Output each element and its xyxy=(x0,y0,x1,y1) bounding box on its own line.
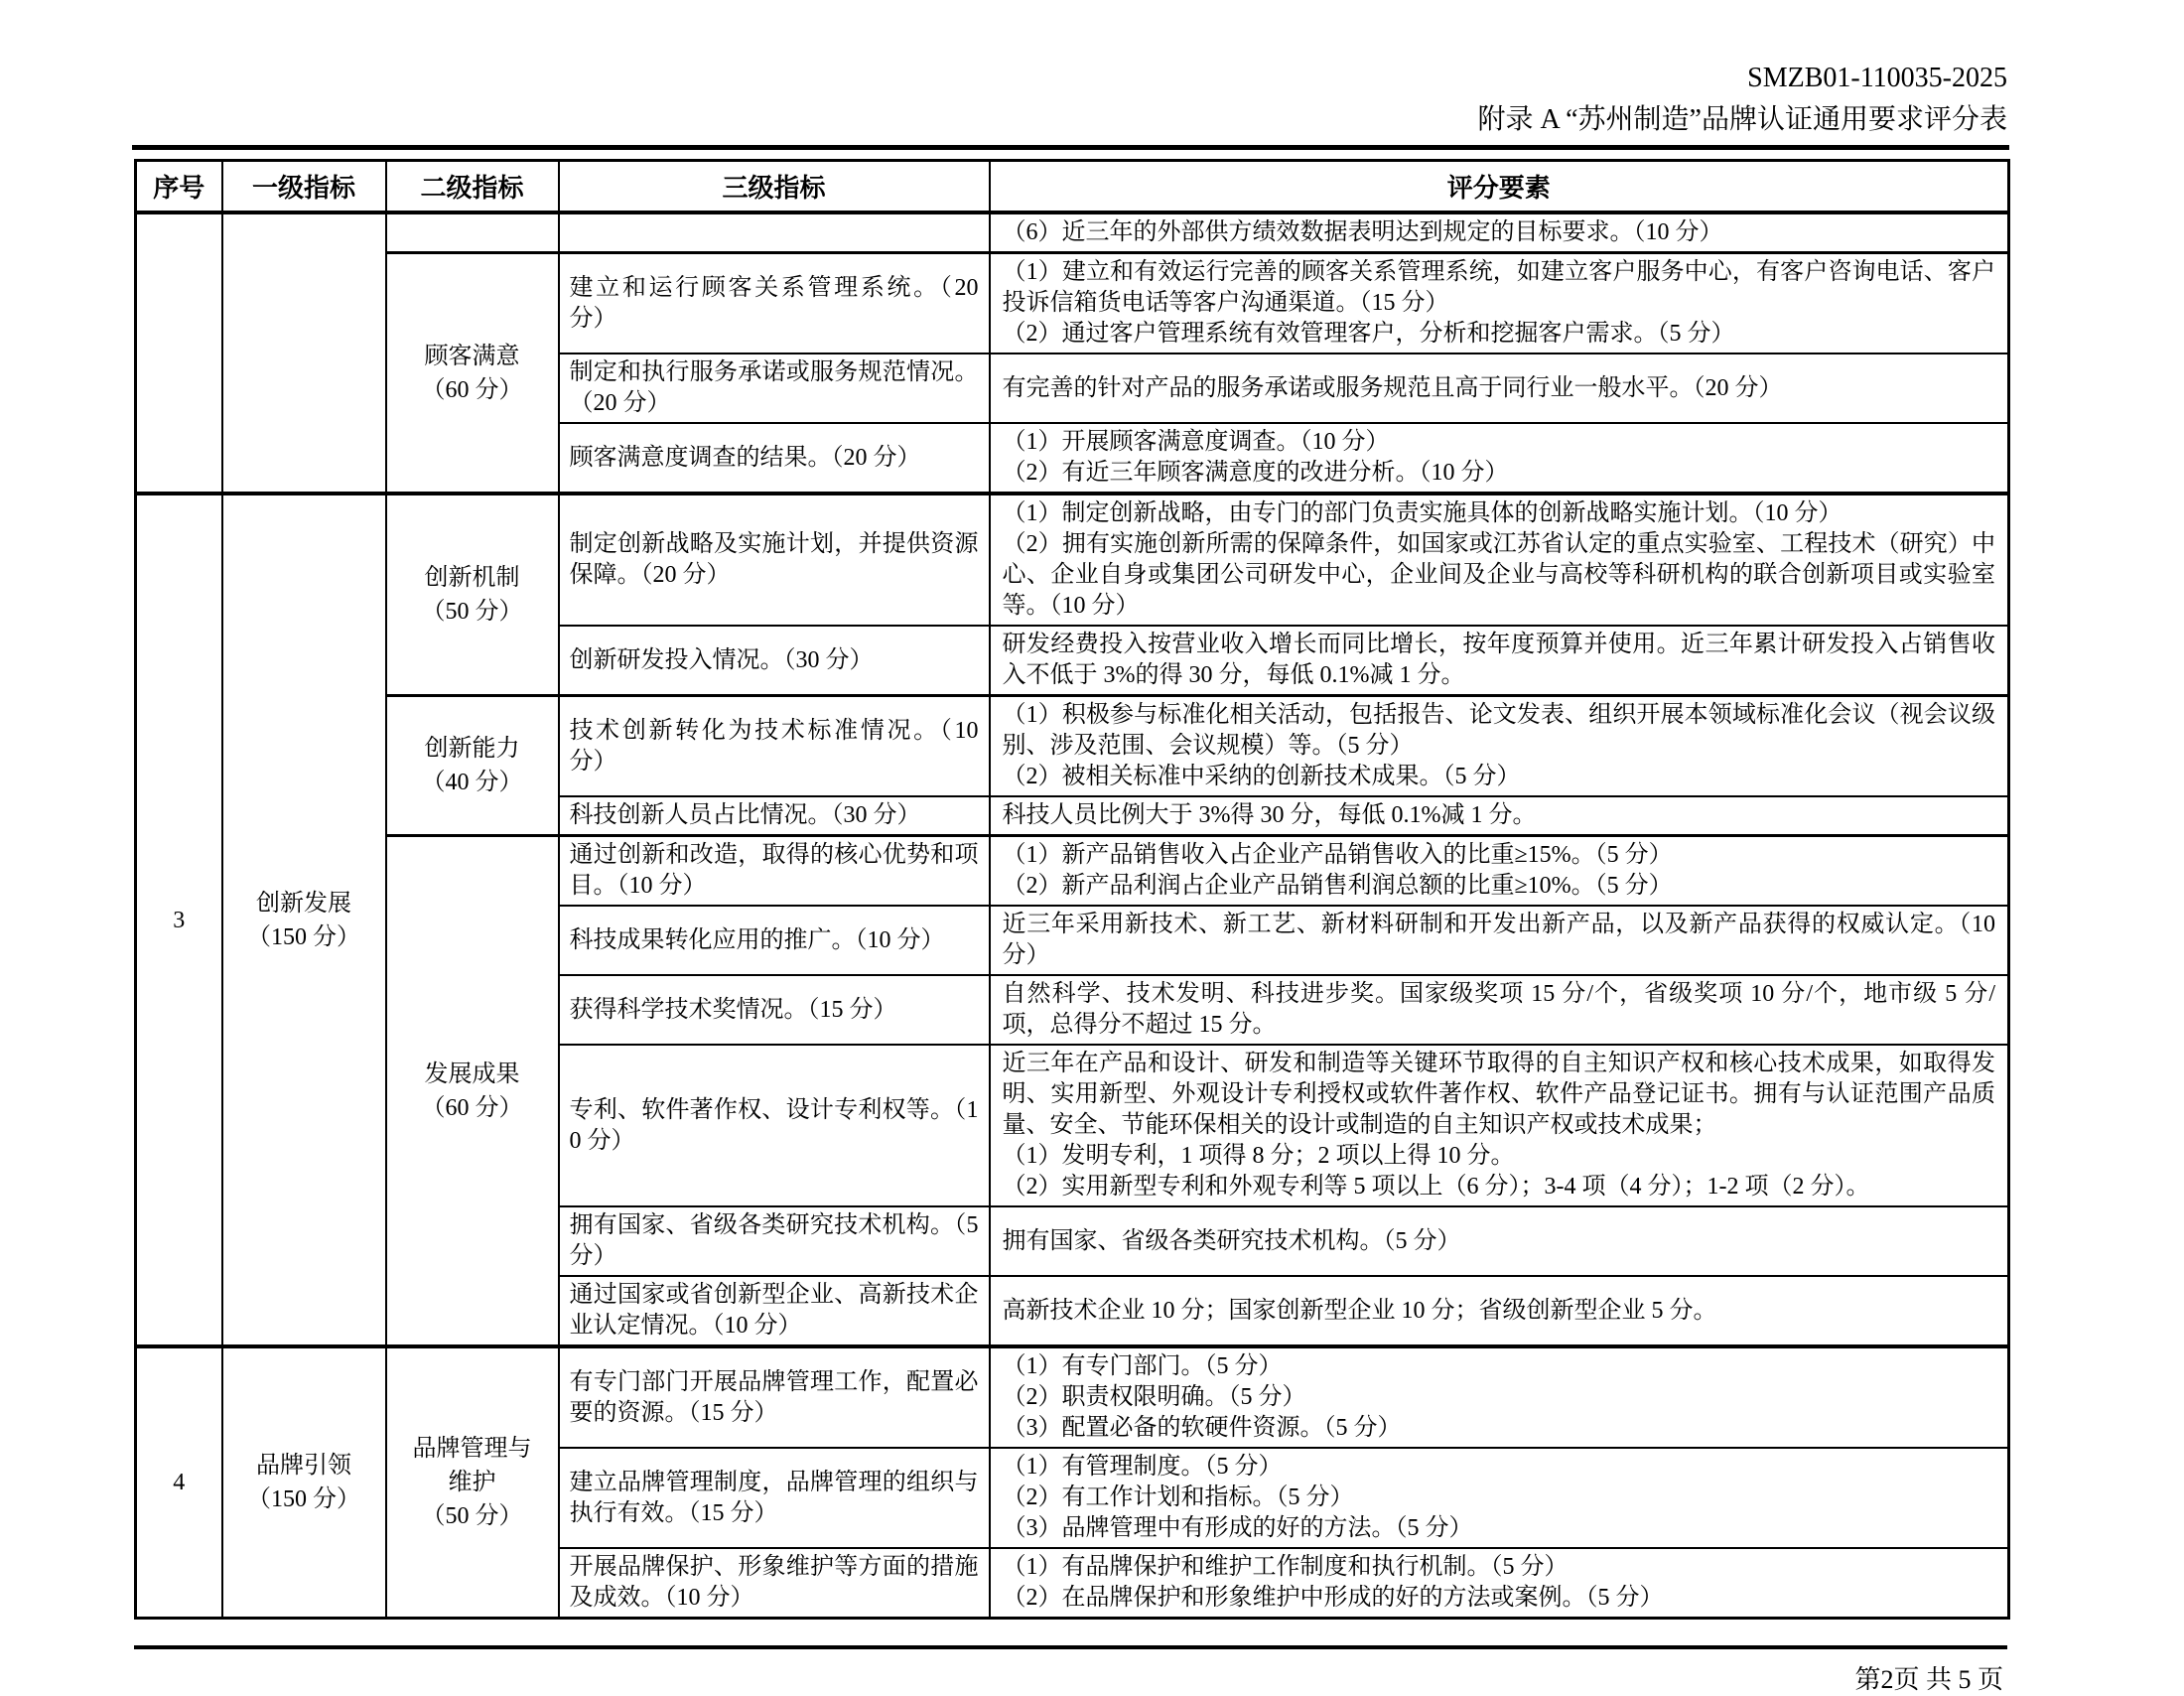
scoring-cell xyxy=(990,423,2009,494)
level2-cell xyxy=(386,212,559,253)
scoring-cell xyxy=(990,1548,2009,1619)
table-row xyxy=(136,836,2009,907)
table-header-row xyxy=(136,161,2009,213)
scoring-cell xyxy=(990,696,2009,797)
scoring-item: （1）有专门部门。（5 分） xyxy=(1002,1353,1283,1379)
level3-cell: 科技创新人员占比情况。（30 分） xyxy=(559,796,990,836)
scoring-item: （1）积极参与标准化相关活动，包括报告、论文发表、组织开展本领域标准化会议（视会议级别、涉及范围、会议规模）等。（5 分） xyxy=(1002,702,1995,759)
level3-cell: 建立品牌管理制度，品牌管理的组织与执行有效。（15 分） xyxy=(559,1448,990,1548)
header-rule xyxy=(132,145,2009,150)
scoring-item: （2）被相关标准中采纳的创新技术成果。（5 分） xyxy=(1002,764,1521,789)
scoring-item: （1）建立和有效运行完善的顾客关系管理系统，如建立客户服务中心，有客户咨询电话、客户投诉信箱货电话等客户沟通渠道。（15 分） xyxy=(1002,259,1995,316)
column-header-level2: 二级指标 xyxy=(386,161,559,213)
table-row xyxy=(136,212,2009,253)
page-number: 第2页 共 5 页 xyxy=(1854,1665,2003,1694)
scoring-item: （2）通过客户管理系统有效管理客户，分析和挖掘客户需求。（5 分） xyxy=(1002,321,1735,347)
level2-score: （60 分） xyxy=(421,1094,523,1121)
scoring-item: （2）有工作计划和指标。（5 分） xyxy=(1002,1484,1354,1510)
doc-number: SMZB01-110035-2025 xyxy=(1747,63,2007,93)
level2-score: （40 分） xyxy=(421,770,523,795)
column-header-level1: 一级指标 xyxy=(222,161,386,213)
level2-cell xyxy=(386,696,559,836)
level3-cell: 技术创新转化为技术标准情况。（10 分） xyxy=(559,696,990,797)
scoring-item: 拥有国家、省级各类研究技术机构。（5 分） xyxy=(1002,1227,1461,1254)
level1-cell xyxy=(222,1346,386,1619)
column-header-scoring: 评分要素 xyxy=(990,161,2009,213)
column-header-level3: 三级指标 xyxy=(559,161,990,213)
scoring-item: （1）开展顾客满意度调查。（10 分） xyxy=(1002,429,1390,455)
appendix-title: 附录 A “苏州制造”品牌认证通用要求评分表 xyxy=(1477,104,2007,135)
level2-cell xyxy=(386,836,559,1347)
level3-cell: 通过国家或省创新型企业、高新技术企业认定情况。（10 分） xyxy=(559,1276,990,1346)
level2-score: （50 分） xyxy=(421,599,523,625)
scoring-item: 近三年在产品和设计、研发和制造等关键环节取得的自主知识产权和核心技术成果，如取得发明、实用新型、外观设计专利授权或软件著作权、软件产品登记证书。拥有与认证范围产品质量、安全、节能环保相关的设计或制造的自主知识产权或技术成果； xyxy=(1002,1051,1995,1138)
level2-label: 创新能力 xyxy=(424,736,520,762)
level3-cell: 顾客满意度调查的结果。（20 分） xyxy=(559,423,990,494)
scoring-cell xyxy=(990,353,2009,423)
scoring-cell xyxy=(990,1045,2009,1206)
scoring-item: （1）有管理制度。（5 分） xyxy=(1002,1454,1283,1480)
level3-cell: 制定创新战略及实施计划，并提供资源保障。（20 分） xyxy=(559,494,990,626)
level1-score: （150 分） xyxy=(247,923,360,950)
level1-cell xyxy=(222,212,386,494)
scoring-cell xyxy=(990,1346,2009,1448)
scoring-item: （3）配置必备的软硬件资源。（5 分） xyxy=(1002,1415,1402,1441)
scoring-item: （2）在品牌保护和形象维护中形成的好的方法或案例。（5 分） xyxy=(1002,1585,1664,1611)
level1-score: （150 分） xyxy=(247,1486,360,1512)
level3-cell: 有专门部门开展品牌管理工作，配置必要的资源。（15 分） xyxy=(559,1346,990,1448)
scoring-cell xyxy=(990,1448,2009,1548)
level3-cell: 专利、软件著作权、设计专利权等。（10 分） xyxy=(559,1045,990,1206)
scoring-item: （3）品牌管理中有形成的好的方法。（5 分） xyxy=(1002,1515,1473,1541)
seq-cell: 3 xyxy=(136,494,222,1346)
scoring-item: 高新技术企业 10 分；国家创新型企业 10 分；省级创新型企业 5 分。 xyxy=(1002,1297,1717,1324)
page-footer xyxy=(134,1645,2007,1696)
level3-cell: 创新研发投入情况。（30 分） xyxy=(559,626,990,696)
scoring-item: （2）实用新型专利和外观专利等 5 项以上（6 分）；3-4 项（4 分）；1-2 项（2 分）。 xyxy=(1002,1174,1870,1200)
level2-cell xyxy=(386,253,559,495)
column-header-seq: 序号 xyxy=(136,161,222,213)
scoring-cell xyxy=(990,626,2009,696)
level2-cell xyxy=(386,1346,559,1619)
scoring-cell xyxy=(990,796,2009,836)
level2-label: 创新机制 xyxy=(424,565,520,591)
document-body xyxy=(134,159,2007,1696)
scoring-item: （2）新产品利润占企业产品销售利润总额的比重≥10%。（5 分） xyxy=(1002,873,1673,899)
level3-cell xyxy=(559,212,990,253)
scoring-item: （2）拥有实施创新所需的保障条件，如国家或江苏省认定的重点实验室、工程技术（研究）中心、企业自身或集团公司研发中心，企业间及企业与高校等科研机构的联合创新项目或实验室等。（10 分） xyxy=(1002,531,1995,619)
scoring-item: （1）制定创新战略，由专门的部门负责实施具体的创新战略实施计划。（10 分） xyxy=(1002,500,1843,526)
level1-label: 创新发展 xyxy=(256,890,351,917)
scoring-item: （1）有品牌保护和维护工作制度和执行机制。（5 分） xyxy=(1002,1554,1569,1580)
level3-cell: 获得科学技术奖情况。（15 分） xyxy=(559,975,990,1045)
scoring-item: 科技人员比例大于 3%得 30 分，每低 0.1%减 1 分。 xyxy=(1002,802,1537,828)
table-row xyxy=(136,696,2009,797)
level3-cell: 制定和执行服务承诺或服务规范情况。（20 分） xyxy=(559,353,990,423)
page-header xyxy=(1477,58,2007,141)
scoring-cell xyxy=(990,906,2009,975)
scoring-item: （2）职责权限明确。（5 分） xyxy=(1002,1384,1306,1410)
seq-cell xyxy=(136,212,222,494)
level3-cell: 拥有国家、省级各类研究技术机构。（5 分） xyxy=(559,1206,990,1276)
scoring-cell xyxy=(990,975,2009,1045)
table-row xyxy=(136,1346,2009,1448)
level2-score: （60 分） xyxy=(421,376,523,403)
scoring-item: （1）新产品销售收入占企业产品销售收入的比重≥15%。（5 分） xyxy=(1002,842,1673,868)
scoring-cell xyxy=(990,253,2009,354)
level2-cell xyxy=(386,494,559,696)
level2-label: 发展成果 xyxy=(424,1060,520,1087)
scoring-item: 研发经费投入按营业收入增长而同比增长，按年度预算并使用。近三年累计研发投入占销售收入不低于 3%的得 30 分，每低 0.1%减 1 分。 xyxy=(1002,632,1995,688)
seq-cell: 4 xyxy=(136,1346,222,1619)
scoring-table xyxy=(134,159,2010,1620)
table-row xyxy=(136,494,2009,626)
scoring-item: 自然科学、技术发明、科技进步奖。国家级奖项 15 分/个，省级奖项 10 分/个，地市级 5 分/项，总得分不超过 15 分。 xyxy=(1002,981,1995,1038)
level2-label: 顾客满意 xyxy=(424,343,520,369)
level2-score: （50 分） xyxy=(421,1503,523,1529)
scoring-cell xyxy=(990,836,2009,907)
scoring-item: （2）有近三年顾客满意度的改进分析。（10 分） xyxy=(1002,460,1509,486)
level3-cell: 开展品牌保护、形象维护等方面的措施及成效。（10 分） xyxy=(559,1548,990,1619)
level1-cell xyxy=(222,494,386,1346)
level3-cell: 科技成果转化应用的推广。（10 分） xyxy=(559,906,990,975)
level3-cell: 通过创新和改造，取得的核心优势和项目。（10 分） xyxy=(559,836,990,907)
level1-label: 品牌引领 xyxy=(256,1453,351,1479)
scoring-item: 有完善的针对产品的服务承诺或服务规范且高于同行业一般水平。（20 分） xyxy=(1002,374,1783,401)
scoring-cell xyxy=(990,212,2009,253)
scoring-item: （6）近三年的外部供方绩效数据表明达到规定的目标要求。（10 分） xyxy=(1002,219,1723,245)
scoring-cell xyxy=(990,1276,2009,1346)
level2-label: 品牌管理与 xyxy=(412,1436,532,1462)
level3-cell: 建立和运行顾客关系管理系统。（20 分） xyxy=(559,253,990,354)
scoring-cell xyxy=(990,1206,2009,1276)
table-row xyxy=(136,253,2009,354)
scoring-item: （1）发明专利，1 项得 8 分；2 项以上得 10 分。 xyxy=(1002,1143,1515,1169)
level2-label: 维护 xyxy=(448,1470,496,1495)
scoring-item: 近三年采用新技术、新工艺、新材料研制和开发出新产品，以及新产品获得的权威认定。（10 分） xyxy=(1002,912,1995,968)
scoring-cell xyxy=(990,494,2009,626)
